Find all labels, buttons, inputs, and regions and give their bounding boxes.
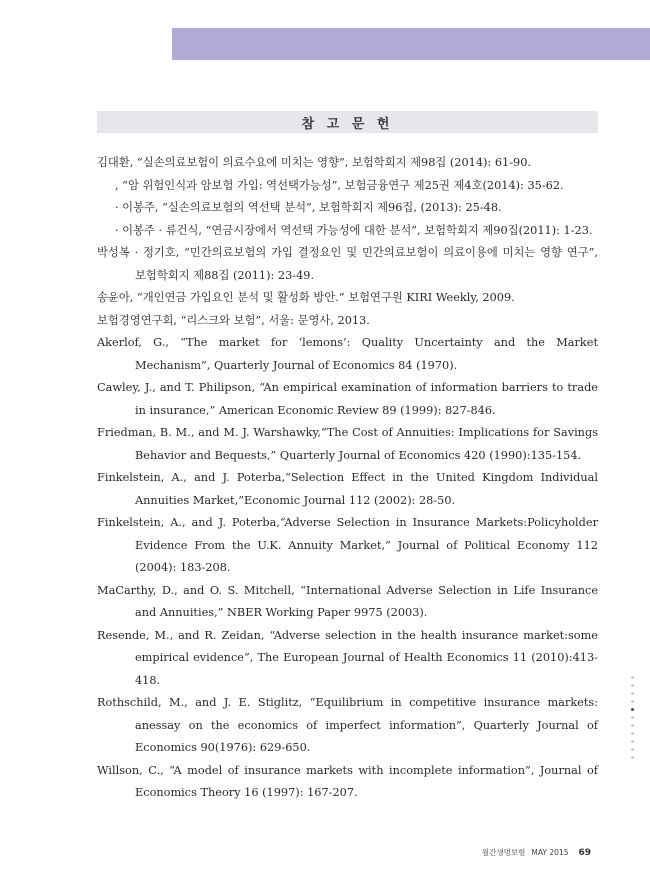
page-dot	[631, 676, 634, 679]
reference-entry: Finkelstein, A., and J. Poterba,“Adverse Selection in Insurance Markets:Policyholder Evidence From the U.K. Annuity Market,” Journal of Political Economy 112 (2004): 183-208.	[97, 516, 598, 574]
reference-entry: , “암 위험인식과 암보험 가입: 역선택가능성”, 보험금융연구 제25권 제4호(2014): 35-62.	[115, 178, 564, 192]
reference-entry: Cawley, J., and T. Philipson, “An empirical examination of information barriers to trade in insurance,” American Economic Review 89 (1999): 827-846.	[97, 381, 598, 417]
reference-entry: MaCarthy, D., and O. S. Mitchell, “International Adverse Selection in Life Insurance and Annuities,” NBER Working Paper 9975 (2003).	[97, 583, 598, 619]
page-dot	[631, 740, 634, 743]
reference-entry: Rothschild, M., and J. E. Stiglitz, “Equilibrium in competitive insurance markets: anessay on the economics of imperfect information”, Quarterly Journal of Economics 90(1976): 629-650.	[97, 696, 598, 754]
page-number: 69	[578, 848, 591, 858]
page-dot	[631, 684, 634, 687]
page-dot-active	[631, 708, 634, 711]
reference-entry: Resende, M., and R. Zeidan, “Adverse selection in the health insurance market:some empirical evidence”, The European Journal of Health Economics 11 (2010):413-418.	[97, 628, 598, 687]
reference-entry: 송윤아, “개인연금 가입요인 분석 및 활성화 방안.” 보험연구원 KIRI Weekly, 2009.	[97, 291, 515, 304]
page-dot	[631, 732, 634, 735]
reference-entry: Finkelstein, A., and J. Poterba,“Selection Effect in the United Kingdom Individual Annuities Market,”Economic Journal 112 (2002): 28-50.	[97, 471, 598, 507]
reference-list	[97, 152, 598, 805]
page-dot	[631, 700, 634, 703]
page-dot	[631, 716, 634, 719]
reference-entry: 김대환, “실손의료보험이 의료수요에 미치는 영향”, 보험학회지 제98집 (2014): 61-90.	[97, 156, 532, 169]
reference-entry: Willson, C., “A model of insurance markets with incomplete information”, Journal of Economics Theory 16 (1997): 167-207.	[97, 763, 598, 799]
reference-entry: · 이봉주, “실손의료보험의 역선택 분석”, 보험학회지 제96집, (2013): 25-48.	[115, 201, 502, 214]
page-dot	[631, 748, 634, 751]
reference-entry: 박성복 · 정기호, “민간의료보험의 가입 결정요인 및 민간의료보험이 의료이용에 미치는 영향 연구”, 보험학회지 제88집 (2011): 23-49.	[97, 246, 598, 282]
page-footer	[451, 847, 591, 858]
section-title: 참 고 문 헌	[301, 116, 394, 132]
page-dot	[631, 692, 634, 695]
reference-entry: Akerlof, G., “The market for ‘lemons’: Quality Uncertainty and the Market Mechanism”, Quarterly Journal of Economics 84 (1970).	[97, 336, 598, 372]
section-header	[97, 111, 598, 133]
issue-date: MAY 2015	[531, 848, 569, 857]
page-indicator-dots	[631, 676, 635, 759]
reference-entry: · 이봉주 · 류건식, “연금시장에서 역선택 가능성에 대한 분석”, 보험학회지 제90집(2011): 1-23.	[115, 223, 593, 237]
page-dot	[631, 756, 634, 759]
magazine-name: 월간생명보험	[481, 848, 526, 857]
page-dot	[631, 724, 634, 727]
header-color-band	[172, 28, 650, 60]
reference-entry: Friedman, B. M., and M. J. Warshawky,“The Cost of Annuities: Implications for Savings Behavior and Bequests,” Quarterly Journal of Economics 420 (1990):135-154.	[97, 426, 598, 462]
reference-entry: 보험경영연구회, “리스크와 보험”, 서울: 문영사, 2013.	[97, 313, 370, 327]
